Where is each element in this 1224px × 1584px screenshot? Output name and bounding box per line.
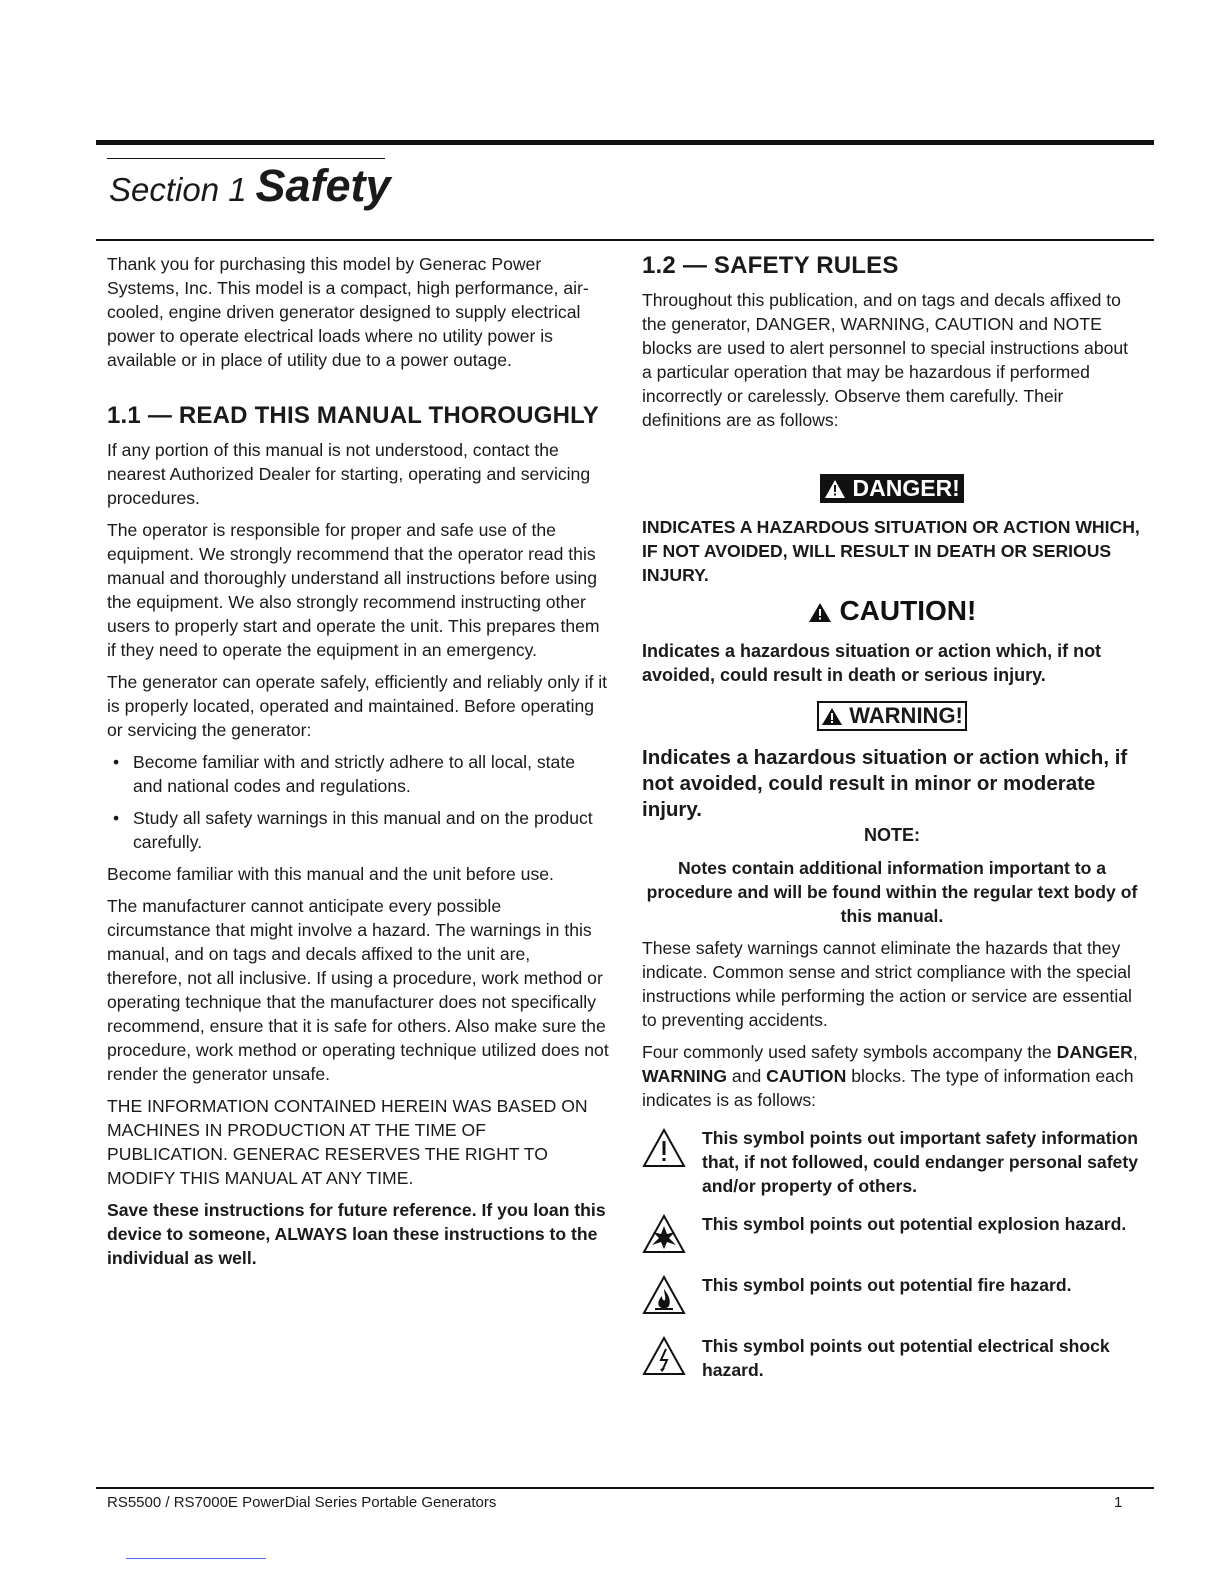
- warning-badge-wrap: [642, 691, 1142, 731]
- general-warning-icon: [642, 1126, 690, 1173]
- paragraph: The generator can operate safely, efficiently and reliably only if it is properly located, operated and maintained. Before operating or servicing the generator:: [107, 672, 608, 740]
- link-underline: [126, 1558, 266, 1559]
- fire-hazard-icon: [642, 1273, 690, 1320]
- section-label: Section 1: [109, 171, 247, 208]
- warning-badge: [817, 701, 967, 731]
- bullet-list: [107, 750, 609, 854]
- symbols-intro-paragraph: Four commonly used safety symbols accompany the DANGER, WARNING and CAUTION blocks. The type of information each indicates is as follows:: [642, 1042, 1138, 1110]
- page-number: 1: [1114, 1494, 1123, 1511]
- list-item: • Become familiar with and strictly adhere to all local, state and national codes and regulations.: [107, 750, 609, 798]
- danger-definition: INDICATES A HAZARDOUS SITUATION OR ACTION WHICH, IF NOT AVOIDED, WILL RESULT IN DEATH OR SERIOUS INJURY.: [642, 517, 1140, 585]
- symbol-description: This symbol points out potential explosion hazard.: [702, 1214, 1127, 1234]
- footer-product-title: RS5500 / RS7000E PowerDial Series Portable Generators: [107, 1494, 497, 1511]
- symbol-description: This symbol points out important safety information that, if not followed, could endanger personal safety and/or property of others.: [702, 1128, 1138, 1196]
- danger-badge-wrap: [642, 440, 1142, 503]
- symbol-description: This symbol points out potential fire hazard.: [702, 1275, 1072, 1295]
- electrical-shock-icon: [642, 1334, 690, 1381]
- symbol-row: [642, 1334, 1142, 1382]
- section-1-1-heading: 1.1 — READ THIS MANUAL THOROUGHLY: [107, 402, 599, 429]
- danger-badge: [820, 474, 964, 503]
- save-instructions-paragraph: Save these instructions for future reference. If you loan this device to someone, ALWAYS loan these instructions to the individual as well.: [107, 1200, 606, 1268]
- symbol-description: This symbol points out potential electrical shock hazard.: [702, 1336, 1110, 1380]
- section-1-2-heading: 1.2 — SAFETY RULES: [642, 252, 899, 279]
- paragraph: Become familiar with this manual and the unit before use.: [107, 864, 554, 884]
- note-label: NOTE:: [864, 825, 920, 845]
- paragraph: The manufacturer cannot anticipate every possible circumstance that might involve a hazard. The warnings in this manual, and on tags and decals affixed to the unit are, therefore, not all inclusive. If using a procedure, work method or operating technique that the manufacturer does not specifically recommend, ensure that it is safe for others. Also make sure the procedure, work method or operating technique utilized does not render the generator unsafe.: [107, 896, 609, 1084]
- left-column: [107, 252, 609, 1278]
- caution-label: CAUTION!: [839, 595, 977, 626]
- danger-label: DANGER!: [852, 475, 960, 501]
- section-title: [109, 160, 391, 212]
- symbol-row: [642, 1126, 1142, 1198]
- explosion-hazard-icon: [642, 1212, 690, 1259]
- title-overline: [107, 158, 385, 159]
- right-column: [642, 252, 1142, 1382]
- warning-definition: Indicates a hazardous situation or action which, if not avoided, could result in minor or moderate injury.: [642, 746, 1128, 821]
- paragraph: If any portion of this manual is not understood, contact the nearest Authorized Dealer for starting, operating and servicing procedures.: [107, 440, 591, 508]
- alert-triangle-icon: [821, 707, 843, 726]
- symbol-row: [642, 1212, 1142, 1259]
- list-item: • Study all safety warnings in this manual and on the product carefully.: [107, 806, 609, 854]
- disclaimer-paragraph: THE INFORMATION CONTAINED HEREIN WAS BASED ON MACHINES IN PRODUCTION AT THE TIME OF PUBLICATION. GENERAC RESERVES THE RIGHT TO MODIFY THIS MANUAL AT ANY TIME.: [107, 1096, 588, 1188]
- footer-rule: [96, 1487, 1154, 1489]
- paragraph: These safety warnings cannot eliminate the hazards that they indicate. Common sense and strict compliance with the special instructions while performing the action or service are essential to preventing accidents.: [642, 938, 1132, 1030]
- title-underline: [96, 239, 1154, 241]
- section-name: Safety: [255, 160, 391, 211]
- paragraph: Throughout this publication, and on tags and decals affixed to the generator, DANGER, WARNING, CAUTION and NOTE blocks are used to alert personnel to special instructions about a particular operation that may be hazardous if performed incorrectly or carelessly. Observe them carefully. Their definitions are as follows:: [642, 290, 1129, 430]
- caution-definition: Indicates a hazardous situation or action which, if not avoided, could result in death or serious injury.: [642, 641, 1102, 685]
- caution-badge: [808, 595, 977, 627]
- alert-triangle-icon: [824, 479, 846, 499]
- top-rule: [96, 140, 1154, 145]
- note-definition: Notes contain additional information important to a procedure and will be found within the regular text body of this manual.: [646, 858, 1138, 926]
- paragraph: The operator is responsible for proper and safe use of the equipment. We strongly recommend that the operator read this manual and thoroughly understand all instructions before using the equipment. We also strongly recommend instructing other users to properly start and operate the unit. This prepares them if they need to operate the equipment in an emergency.: [107, 520, 600, 660]
- symbol-row: [642, 1273, 1142, 1320]
- warning-label: WARNING!: [849, 703, 963, 728]
- intro-paragraph: Thank you for purchasing this model by Generac Power Systems, Inc. This model is a compact, high performance, air-cooled, engine driven generator designed to supply electrical power to operate electrical loads where no utility power is available or in place of utility due to a power outage.: [107, 254, 589, 370]
- alert-triangle-icon: [808, 602, 832, 623]
- caution-badge-wrap: [642, 591, 1142, 627]
